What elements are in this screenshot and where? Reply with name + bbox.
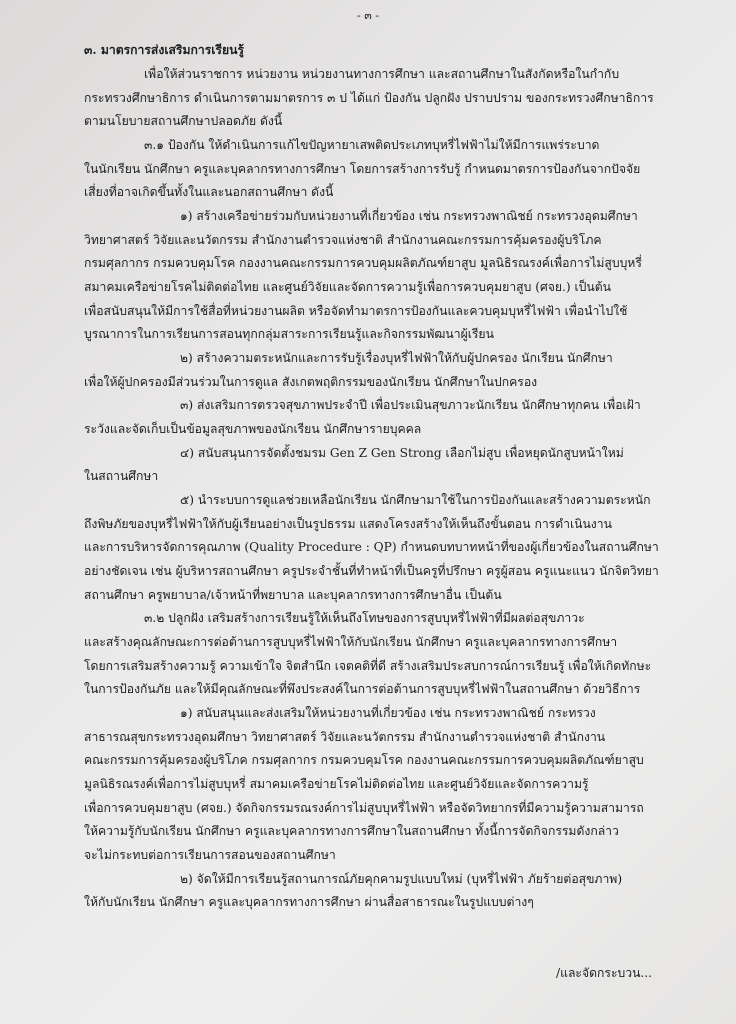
text-line: บูรณาการในการเรียนการสอนทุกกลุ่มสาระการเรียนรู้และกิจกรรมพัฒนาผู้เรียน: [84, 327, 494, 341]
list-item-line: ๒) สร้างความตระหนักและการรับรู้เรื่องบุหรี่ไฟฟ้าให้กับผู้ปกครอง นักเรียน นักศึกษา: [180, 351, 613, 365]
text-line: ให้ความรู้กับนักเรียน นักศึกษา ครูและบุคลากรทางการศึกษาในสถานศึกษา ทั้งนี้การจัดกิจกรรมดังกล่าว: [84, 824, 619, 838]
list-item-line: ๒) จัดให้มีการเรียนรู้สถานการณ์ภัยคุกคามรูปแบบใหม่ (บุหรี่ไฟฟ้า ภัยร้ายต่อสุขภาพ): [180, 872, 623, 886]
text-line: และการบริหารจัดการคุณภาพ (Quality Procedure : QP) กำหนดบทบาทหน้าที่ของผู้เกี่ยวข้องในสถานศึกษา: [84, 540, 659, 554]
text-line: เพื่อให้ผู้ปกครองมีส่วนร่วมในการดูแล สังเกตพฤติกรรมของนักเรียน นักศึกษาในปกครอง: [84, 375, 538, 389]
text-line: กรมศุลกากร กรมควบคุมโรค กองงานคณะกรรมการควบคุมผลิตภัณฑ์ยาสูบ มูลนิธิรณรงค์เพื่อการไม่สูบบุหรี่: [84, 256, 642, 270]
text-line: มูลนิธิรณรงค์เพื่อการไม่สูบบุหรี่ สมาคมเครือข่ายโรคไม่ติดต่อไทย และศูนย์วิจัยและจัดการความรู้: [84, 777, 589, 791]
text-line: วิทยาศาสตร์ วิจัยและนวัตกรรม สำนักงานตำรวจแห่งชาติ สำนักงานคณะกรรมการคุ้มครองผู้บริโภค: [84, 233, 602, 247]
section-heading: ๓. มาตรการส่งเสริมการเรียนรู้: [84, 43, 244, 57]
page-number: - ๓ -: [357, 9, 379, 22]
text-line: ถึงพิษภัยของบุหรี่ไฟฟ้าให้กับผู้เรียนอย่างเป็นรูปธรรม แสดงโครงสร้างให้เห็นถึงขั้นตอน การดำเนินงาน: [84, 517, 612, 531]
text-line: กระทรวงศึกษาธิการ ดำเนินการตามมาตรการ ๓ ป ได้แก่ ป้องกัน ปลูกฝัง ปราบปราม ของกระทรวงศึกษาธิการ: [84, 91, 654, 105]
text-line: คณะกรรมการคุ้มครองผู้บริโภค กรมศุลกากร กรมควบคุมโรค กองงานคณะกรรมการควบคุมผลิตภัณฑ์ยาสูบ: [84, 753, 644, 767]
text-line: โดยการเสริมสร้างความรู้ ความเข้าใจ จิตสำนึก เจตคติที่ดี สร้างเสริมประสบการณ์การเรียนรู้ เพื่อให้เกิดทักษะ: [84, 659, 652, 673]
text-line: เพื่อให้ส่วนราชการ หน่วยงาน หน่วยงานทางการศึกษา และสถานศึกษาในสังกัดหรือในกำกับ: [144, 67, 620, 81]
text-line: สมาคมเครือข่ายโรคไม่ติดต่อไทย และศูนย์วิจัยและจัดการความรู้เพื่อการควบคุมยาสูบ (ศจย.) เป็นต้น: [84, 280, 611, 294]
text-line: สาธารณสุขกระทรวงอุดมศึกษา วิทยาศาสตร์ วิจัยและนวัตกรรม สำนักงานตำรวจแห่งชาติ สำนักงาน: [84, 730, 606, 744]
list-item-line: ๕) นำระบบการดูแลช่วยเหลือนักเรียน นักศึกษามาใช้ในการป้องกันและสร้างความตระหนัก: [180, 493, 651, 507]
text-line: จะไม่กระทบต่อการเรียนการสอนของสถานศึกษา: [84, 848, 336, 862]
text-line: และสร้างคุณลักษณะการต่อต้านการสูบบุหรี่ไฟฟ้าให้กับนักเรียน นักศึกษา ครูและบุคลากรทางการศึกษา: [84, 635, 618, 649]
list-item-line: ๑) สร้างเครือข่ายร่วมกับหน่วยงานที่เกี่ยวข้อง เช่น กระทรวงพาณิชย์ กระทรวงอุดมศึกษา: [180, 209, 638, 223]
continuation-note: /และจัดกระบวน...: [556, 966, 653, 980]
list-item-line: ๑) สนับสนุนและส่งเสริมให้หน่วยงานที่เกี่ยวข้อง เช่น กระทรวงพาณิชย์ กระทรวง: [180, 706, 596, 720]
list-item-line: ๔) สนับสนุนการจัดตั้งชมรม Gen Z Gen Strong เลือกไม่สูบ เพื่อหยุดนักสูบหน้าใหม่: [180, 446, 624, 460]
text-line: เพื่อสนับสนุนให้มีการใช้สื่อที่หน่วยงานผลิต หรือจัดทำมาตรการป้องกันและควบคุมบุหรี่ไฟฟ้า เพื่อนำไปใช้: [84, 304, 628, 318]
text-line: ในสถานศึกษา: [84, 469, 159, 483]
text-line: สถานศึกษา ครูพยาบาล/เจ้าหน้าที่พยาบาล และบุคลากรทางการศึกษาอื่น เป็นต้น: [84, 588, 502, 602]
subsection-line: ๓.๒ ปลูกฝัง เสริมสร้างการเรียนรู้ให้เห็นถึงโทษของการสูบบุหรี่ไฟฟ้าที่มีผลต่อสุขภาวะ: [144, 611, 585, 625]
text-line: ในการป้องกันภัย และให้มีคุณลักษณะที่พึงประสงค์ในการต่อต้านการสูบบุหรี่ไฟฟ้าในสถานศึกษา ด้วยวิธีการ: [84, 682, 641, 696]
text-line: เสี่ยงที่อาจเกิดขึ้นทั้งในและนอกสถานศึกษา ดังนี้: [84, 185, 334, 199]
text-line: ตามนโยบายสถานศึกษาปลอดภัย ดังนี้: [84, 114, 283, 128]
text-line: ให้กับนักเรียน นักศึกษา ครูและบุคลากรทางการศึกษา ผ่านสื่อสาธารณะในรูปแบบต่างๆ: [84, 895, 534, 909]
text-line: ระวังและจัดเก็บเป็นข้อมูลสุขภาพของนักเรียน นักศึกษารายบุคคล: [84, 422, 422, 436]
subsection-line: ๓.๑ ป้องกัน ให้ดำเนินการแก้ไขปัญหายาเสพติดประเภทบุหรี่ไฟฟ้าไม่ให้มีการแพร่ระบาด: [144, 138, 600, 152]
text-line: ในนักเรียน นักศึกษา ครูและบุคลากรทางการศึกษา โดยการสร้างการรับรู้ กำหนดมาตรการป้องกันจากปัจจัย: [84, 162, 641, 176]
list-item-line: ๓) ส่งเสริมการตรวจสุขภาพประจำปี เพื่อประเมินสุขภาวะนักเรียน นักศึกษาทุกคน เพื่อเฝ้า: [180, 398, 641, 412]
text-line: เพื่อการควบคุมยาสูบ (ศจย.) จัดกิจกรรมรณรงค์การไม่สูบบุหรี่ไฟฟ้า หรือจัดวิทยากรที่มีความรู้ความสามารถ: [84, 801, 644, 815]
text-line: อย่างชัดเจน เช่น ผู้บริหารสถานศึกษา ครูประจำชั้นที่ทำหน้าที่เป็นครูที่ปรึกษา ครูผู้สอน ครูแนะแนว นักจิตวิทยา: [84, 564, 659, 578]
